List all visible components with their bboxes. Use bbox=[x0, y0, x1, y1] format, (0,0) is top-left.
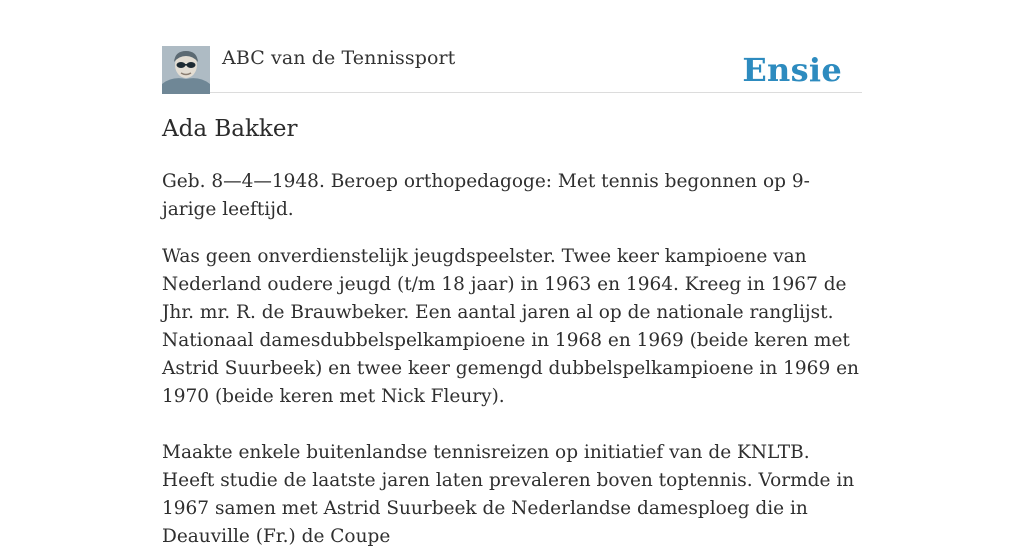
article-paragraph: Maakte enkele buitenlandse tennisreizen op initiatief van de KNLTB. Heeft studie de laatste jaren laten prevaleren boven toptennis. Vormde in 1967 samen met Astrid Suurbeek de Nederlandse damesploeg die in Deauville (Fr.) de Coupe bbox=[162, 442, 855, 547]
article-paragraph: Was geen onverdienstelijk jeugdspeelster. Twee keer kampioene van Nederland oudere jeugd (t/m 18 jaar) in 1963 en 1964. Kreeg in 1967 de Jhr. mr. R. de Brauwbeker. Een aantal jaren al op de nationale ranglijst. Nationaal damesdubbelspelkampioene in 1968 en 1969 (beide keren met Astrid Suurbeek) en twee keer gemengd dubbelspelkampioene in 1969 en 1970 (beide keren met Nick Fleury). bbox=[162, 246, 859, 407]
author-avatar[interactable] bbox=[162, 46, 210, 94]
article-paragraph: Geb. 8—4—1948. Beroep orthopedagoge: Met tennis begonnen op 9-jarige leeftijd. bbox=[162, 171, 810, 220]
source-title[interactable]: ABC van de Tennissport bbox=[222, 47, 456, 69]
person-with-sunglasses-avatar-icon bbox=[162, 46, 210, 94]
article-title: Ada Bakker bbox=[162, 116, 298, 142]
article-body bbox=[162, 168, 862, 551]
brand-logo[interactable]: Ensie bbox=[742, 51, 842, 89]
page-header bbox=[162, 46, 862, 93]
